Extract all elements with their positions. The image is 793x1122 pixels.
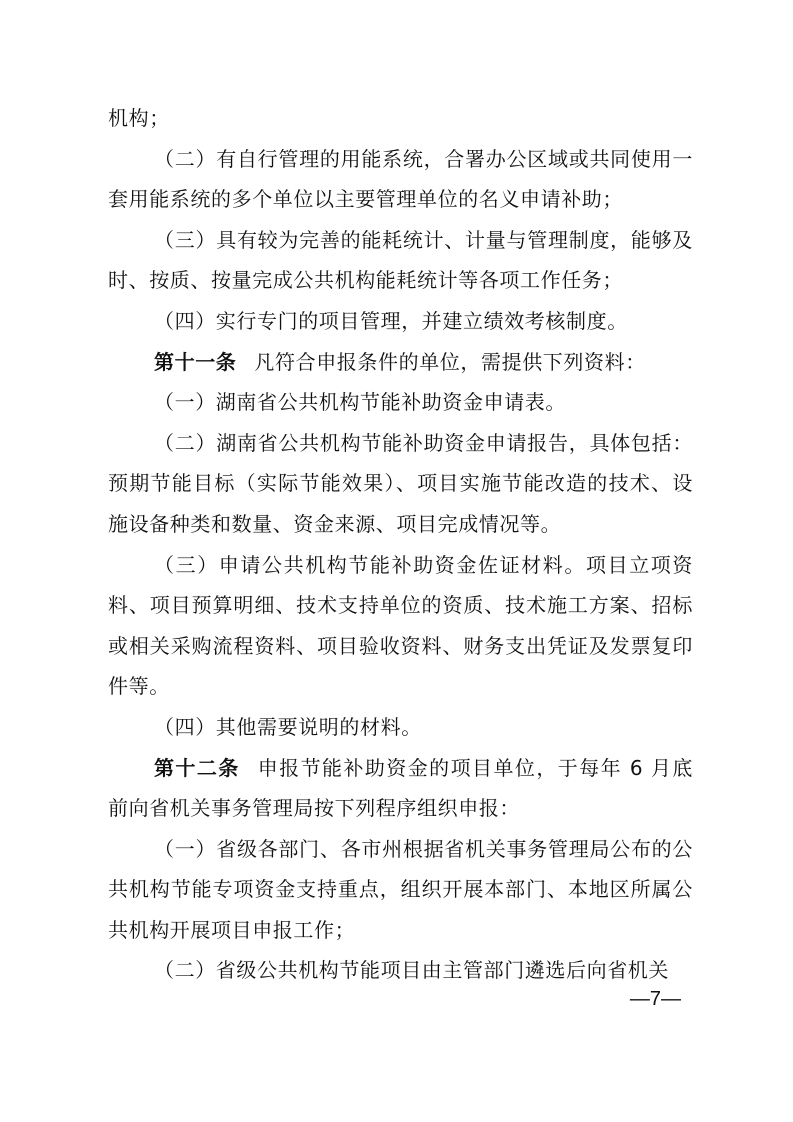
page-number: —7— bbox=[629, 988, 681, 1010]
article-text: 凡符合申报条件的单位，需提供下列资料： bbox=[254, 349, 646, 374]
article-label: 第十二条 bbox=[154, 755, 240, 780]
paragraph: （四）其他需要说明的材料。 bbox=[154, 714, 422, 739]
paragraph: （三）具有较为完善的能耗统计、计量与管理制度，能够及时、按质、按量完成公共机构能耗统计等各项工作任务； bbox=[108, 227, 693, 293]
article-label: 第十一条 bbox=[154, 349, 237, 374]
paragraph: （一）省级各部门、各市州根据省机关事务管理局公布的公共机构节能专项资金支持重点，组织开展本部门、本地区所属公共机构开展项目申报工作； bbox=[108, 836, 693, 942]
paragraph: （四）实行专门的项目管理，并建立绩效考核制度。 bbox=[154, 308, 628, 333]
paragraph: （一）湖南省公共机构节能补助资金申请表。 bbox=[154, 390, 566, 415]
paragraph: （二）省级公共机构节能项目由主管部门遴选后向省机关 bbox=[154, 958, 669, 983]
paragraph: （二）有自行管理的用能系统，合署办公区域或共同使用一套用能系统的多个单位以主要管理单位的名义申请补助； bbox=[108, 146, 693, 212]
paragraph: （三）申请公共机构节能补助资金佐证材料。项目立项资料、项目预算明细、技术支持单位的资质、技术施工方案、招标或相关采购流程资料、项目验收资料、财务支出凭证及发票复印件等。 bbox=[108, 552, 693, 699]
paragraph: （二）湖南省公共机构节能补助资金申请报告，具体包括：预期节能目标（实际节能效果）、项目实施节能改造的技术、设施设备种类和数量、资金来源、项目完成情况等。 bbox=[108, 430, 693, 536]
document-body bbox=[108, 98, 693, 991]
paragraph: 机构； bbox=[108, 106, 170, 130]
article-paragraph bbox=[108, 748, 693, 829]
article-paragraph bbox=[108, 342, 693, 383]
article-text: 申报节能补助资金的项目单位，于每年 6 月底前向省机关事务管理局按下列程序组织申报： bbox=[108, 755, 694, 821]
